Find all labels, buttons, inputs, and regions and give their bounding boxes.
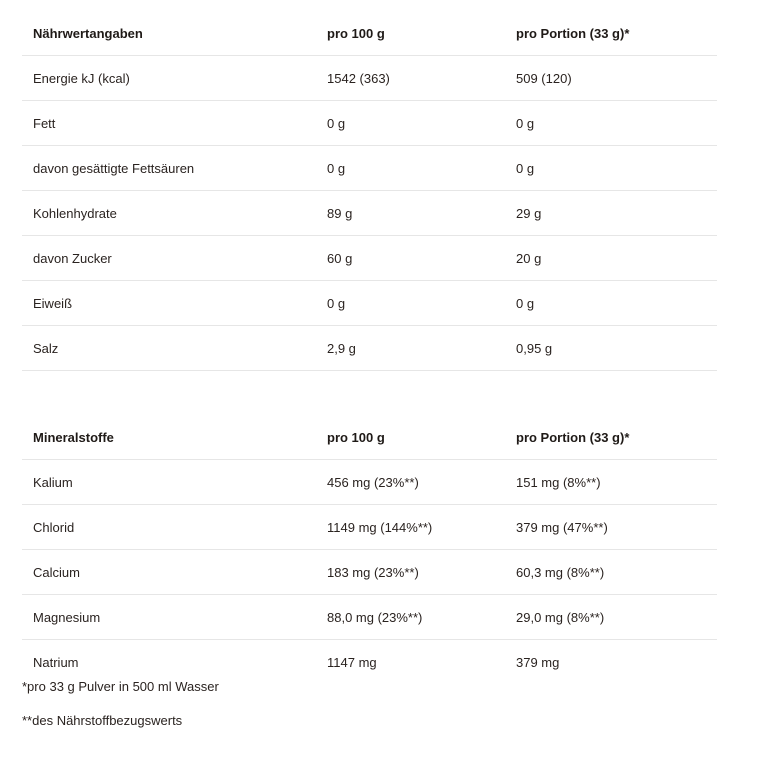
nutrient-name: Salz	[22, 326, 316, 371]
value-per-100g: 1147 mg	[327, 654, 377, 670]
value-per-portion: 151 mg (8%**)	[505, 460, 717, 505]
value-per-100g: 0 g	[316, 281, 505, 326]
mineral-name: Calcium	[22, 550, 316, 595]
mineral-name: Chlorid	[22, 505, 316, 550]
nutrition-info	[22, 11, 717, 684]
minerals-header-row	[22, 415, 717, 460]
nutrient-name: davon Zucker	[22, 236, 316, 281]
table-row	[22, 595, 717, 640]
mineral-name: Magnesium	[22, 595, 316, 640]
table-row	[22, 236, 717, 281]
value-per-portion: 0,95 g	[505, 326, 717, 371]
table-row	[22, 505, 717, 550]
value-per-portion: 379 mg	[516, 654, 560, 670]
value-per-portion: 0 g	[505, 281, 717, 326]
value-per-portion: 29 g	[505, 191, 717, 236]
table-row	[22, 550, 717, 595]
value-per-100g: 2,9 g	[316, 326, 505, 371]
header-per-100g: pro 100 g	[316, 415, 505, 460]
value-per-portion: 0 g	[505, 101, 717, 146]
header-per-portion: pro Portion (33 g)*	[505, 11, 717, 56]
header-per-portion: pro Portion (33 g)*	[505, 415, 717, 460]
value-per-100g: 1149 mg (144%**)	[316, 505, 505, 550]
header-minerals: Mineralstoffe	[22, 415, 316, 460]
mineral-name: Natrium	[33, 654, 79, 670]
value-per-100g: 88,0 mg (23%**)	[316, 595, 505, 640]
table-row	[22, 146, 717, 191]
footnotes	[22, 676, 219, 732]
nutrient-name: Kohlenhydrate	[22, 191, 316, 236]
value-per-100g: 0 g	[316, 101, 505, 146]
mineral-name: Kalium	[22, 460, 316, 505]
value-per-portion: 60,3 mg (8%**)	[505, 550, 717, 595]
minerals-table	[22, 415, 717, 684]
header-nutrients: Nährwertangaben	[22, 11, 316, 56]
value-per-100g: 183 mg (23%**)	[316, 550, 505, 595]
nutrient-name: Fett	[22, 101, 316, 146]
footnote-portion: *pro 33 g Pulver in 500 ml Wasser	[22, 679, 219, 694]
header-per-100g: pro 100 g	[316, 11, 505, 56]
table-row	[22, 56, 717, 101]
table-row	[22, 460, 717, 505]
value-per-portion: 379 mg (47%**)	[505, 505, 717, 550]
value-per-100g: 0 g	[316, 146, 505, 191]
nutrition-header-row	[22, 11, 717, 56]
value-per-100g: 456 mg (23%**)	[316, 460, 505, 505]
table-row	[22, 101, 717, 146]
table-row	[22, 191, 717, 236]
value-per-100g: 89 g	[316, 191, 505, 236]
table-spacer	[22, 371, 717, 415]
value-per-portion: 29,0 mg (8%**)	[505, 595, 717, 640]
nutrition-table	[22, 11, 717, 371]
nutrient-name: Eiweiß	[22, 281, 316, 326]
nutrient-name: davon gesättigte Fettsäuren	[22, 146, 316, 191]
value-per-100g: 1542 (363)	[316, 56, 505, 101]
value-per-portion: 509 (120)	[505, 56, 717, 101]
value-per-portion: 20 g	[505, 236, 717, 281]
footnote-reference: **des Nährstoffbezugswerts	[22, 713, 183, 728]
table-row	[22, 281, 717, 326]
value-per-100g: 60 g	[316, 236, 505, 281]
table-row	[22, 326, 717, 371]
nutrient-name: Energie kJ (kcal)	[22, 56, 316, 101]
value-per-portion: 0 g	[505, 146, 717, 191]
